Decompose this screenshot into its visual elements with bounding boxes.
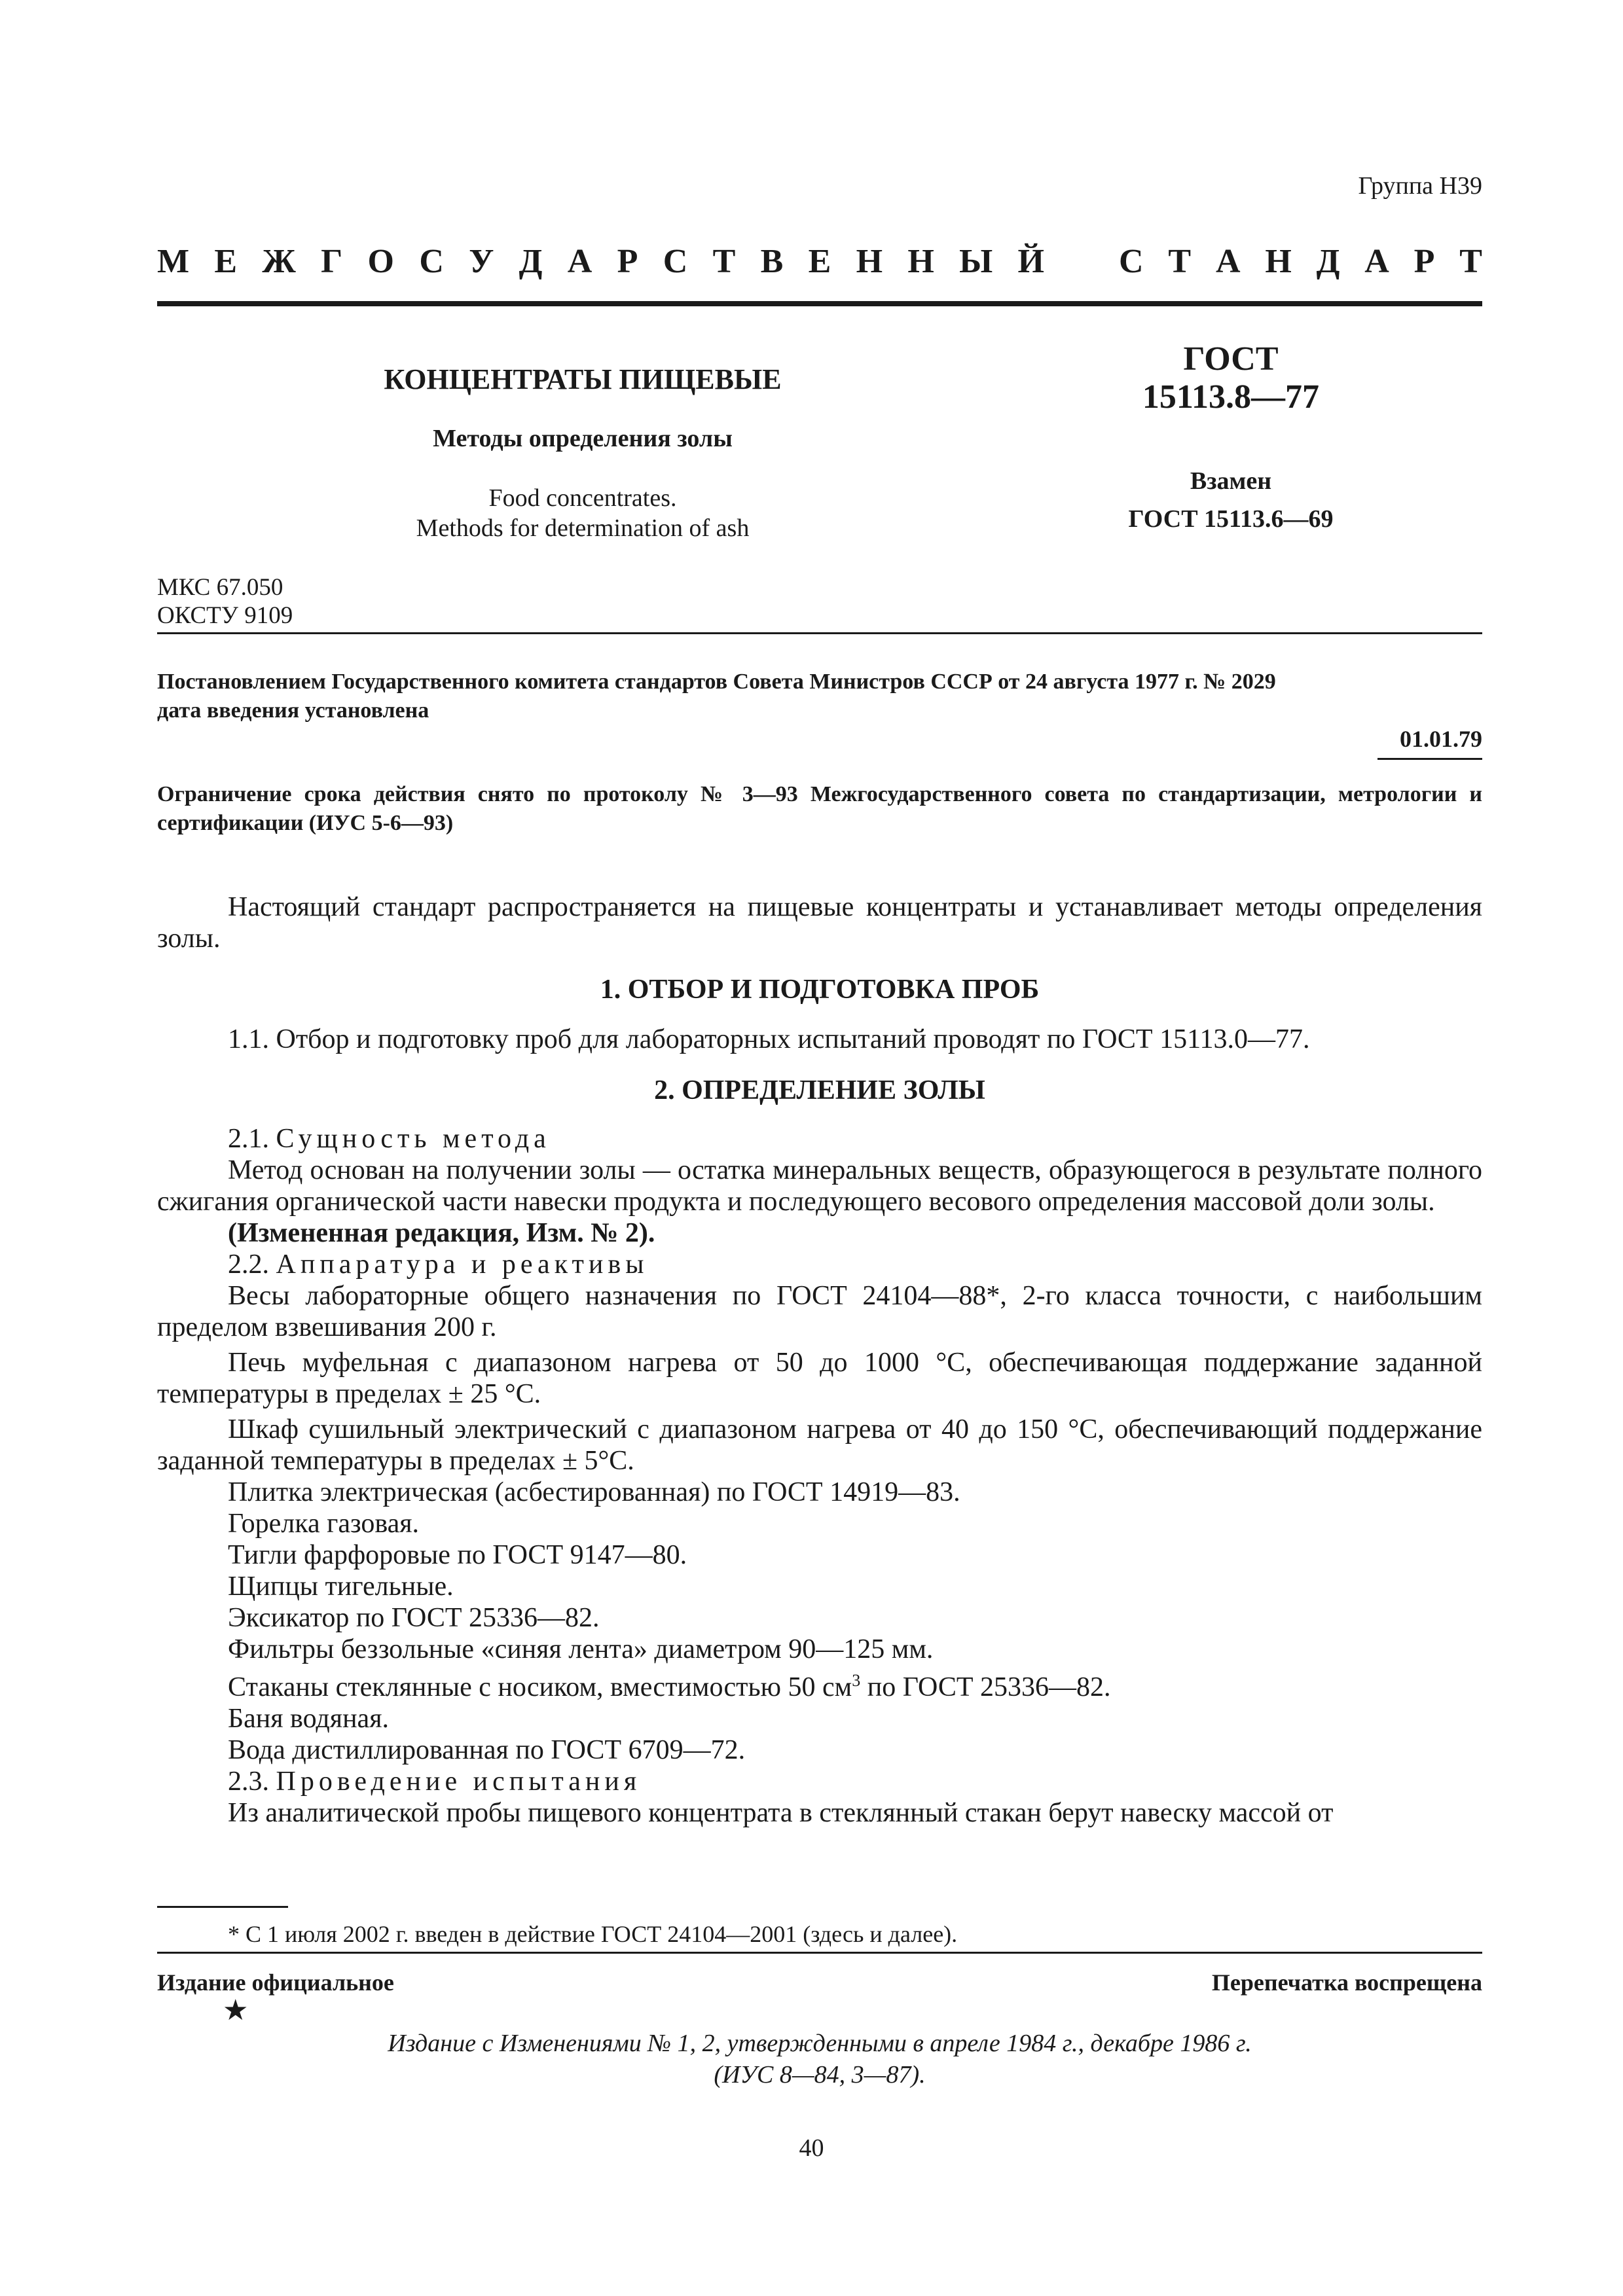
doc-subtitle: Методы определения золы [433, 425, 733, 452]
mks-code: МКС 67.050 [157, 574, 283, 601]
replaces-block [1074, 462, 1388, 538]
classification-codes [157, 573, 293, 630]
clause-2-1-text: Метод основан на получении золы — остатка минеральных веществ, образующегося в результате полного сжигания органической части навески продукта и последующего весового определения массовой доли золы. [157, 1155, 1482, 1217]
edition-note [157, 2028, 1482, 2090]
banner-letter: У [469, 243, 494, 280]
footer-rule [157, 1952, 1482, 1954]
banner-letter: С [1119, 243, 1144, 280]
banner-letter: Н [856, 243, 883, 280]
banner-letter: Е [214, 243, 238, 280]
official-edition-label: Издание официальное [157, 1969, 394, 1996]
equipment-item: Баня водяная. [228, 1704, 390, 1734]
equipment-item: Шкаф сушильный электрический с диапазоном нагрева от 40 до 150 °С, обеспечивающий поддержание заданной температуры в пределах ± 5°С. [157, 1414, 1482, 1476]
banner-letter: А [1364, 243, 1389, 280]
header-rule [157, 301, 1482, 306]
banner-word-standard [1119, 242, 1482, 281]
banner-letter: Т [712, 243, 736, 280]
banner-letter: С [419, 243, 444, 280]
clause-2-2-number: 2.2. [228, 1249, 269, 1280]
banner-letter: Д [519, 243, 543, 280]
gost-label: ГОСТ [1183, 340, 1279, 378]
replaces-label: Взамен [1190, 467, 1272, 495]
banner-letter: Д [1316, 243, 1340, 280]
english-title-line-1: Food concentrates. [488, 484, 677, 512]
limit-note: Ограничение срока действия снято по протоколу № 3—93 Межгосударственного совета по стандартизации, метрологии и сертификации (ИУС 5-6—93) [157, 782, 1482, 835]
standard-banner [157, 242, 1482, 281]
equipment-item-glass: Стаканы стеклянные с носиком, вместимостью 50 $см^3$ по ГОСТ 25336—82. [228, 1671, 1111, 1702]
footnote: * С 1 июля 2002 г. введен в действие ГОСТ 24104—2001 (здесь и далее). [228, 1921, 958, 1947]
clause-2-1-title: Сущность метода [276, 1124, 551, 1154]
clause-2-3-text: Из аналитической пробы пищевого концентрата в стеклянный стакан берут навеску массой от [228, 1798, 1334, 1828]
reprint-prohibited-label: Перепечатка воспрещена [1211, 1969, 1482, 1996]
clause-2-3-number: 2.3. [228, 1767, 269, 1797]
banner-letter: О [367, 243, 394, 280]
banner-letter: А [1215, 243, 1241, 280]
banner-letter: С [663, 243, 688, 280]
banner-letter: М [157, 243, 190, 280]
replaces-number: ГОСТ 15113.6—69 [1128, 505, 1334, 533]
equipment-item: Весы лабораторные общего назначения по ГОСТ 24104—88*, 2-го класса точности, с наибольшим пределом взвешивания 200 г. [157, 1281, 1482, 1342]
section-1-heading: 1. ОТБОР И ПОДГОТОВКА ПРОБ [600, 975, 1040, 1005]
banner-letter: Т [1459, 243, 1482, 280]
banner-letter: Н [907, 243, 934, 280]
banner-word-interstate [157, 242, 1044, 281]
equipment-item: Печь муфельная с диапазоном нагрева от 50 до 1000 °С, обеспечивающая поддержание заданной температуры в пределах ± 25 °С. [157, 1348, 1482, 1409]
edition-note-line-1: Издание с Изменениями № 1, 2, утвержденными в апреле 1984 г., декабре 1986 г. [388, 2030, 1252, 2057]
banner-letter: Т [1168, 243, 1192, 280]
edition-note-line-2: (ИУС 8—84, 3—87). [714, 2061, 926, 2089]
banner-letter: Е [808, 243, 831, 280]
page-number: 40 [799, 2134, 824, 2162]
equipment-item: Фильтры беззольные «синяя лента» диаметром 90—125 мм. [228, 1634, 934, 1664]
clause-2-3-heading [157, 1766, 1482, 1797]
banner-letter: Ы [959, 243, 993, 280]
decree-line-2: дата введения установлена [157, 698, 429, 723]
clause-2-2-title: Аппаратура и реактивы [276, 1249, 649, 1280]
banner-letter: В [760, 243, 784, 280]
equipment-item: Тигли фарфоровые по ГОСТ 9147—80. [228, 1540, 687, 1570]
title-rule [157, 632, 1482, 634]
equipment-item: Вода дистиллированная по ГОСТ 6709—72. [228, 1735, 746, 1765]
banner-letter: А [567, 243, 593, 280]
date-underline [1377, 758, 1482, 760]
banner-letter: Й [1017, 243, 1044, 280]
group-code: Группа Н39 [1358, 172, 1482, 200]
equipment-item: Плитка электрическая (асбестированная) по ГОСТ 14919—83. [228, 1477, 960, 1507]
banner-letter: Н [1265, 243, 1292, 280]
clause-1-1: 1.1. Отбор и подготовку проб для лабораторных испытаний проводят по ГОСТ 15113.0—77. [228, 1024, 1310, 1054]
equipment-item: Горелка газовая. [228, 1509, 420, 1539]
clause-2-1-change-note: (Измененная редакция, Изм. № 2). [228, 1218, 655, 1248]
introduction-date: 01.01.79 [1400, 726, 1482, 752]
main-body [157, 891, 1482, 1829]
banner-letter: Р [617, 243, 638, 280]
banner-letter: Г [321, 243, 343, 280]
doc-title-english [367, 483, 799, 543]
equipment-item: Щипцы тигельные. [228, 1571, 454, 1602]
clause-2-3-title: Проведение испытания [276, 1767, 642, 1797]
equipment-item: Эксикатор по ГОСТ 25336—82. [228, 1603, 600, 1633]
clause-2-1-number: 2.1. [228, 1124, 269, 1154]
english-title-line-2: Methods for determination of ash [416, 514, 750, 542]
okstu-code: ОКСТУ 9109 [157, 602, 293, 629]
gost-number: 15113.8—77 [1142, 378, 1320, 416]
banner-letter: Ж [262, 243, 296, 280]
clause-2-1-heading [157, 1123, 1482, 1155]
doc-title: КОНЦЕНТРАТЫ ПИЩЕВЫЕ [384, 363, 782, 395]
star-icon: ★ [223, 1994, 249, 2026]
footnote-rule [157, 1906, 288, 1908]
decree-line-1: Постановлением Государственного комитета стандартов Совета Министров СССР от 24 августа 1977 г. № 2029 [157, 670, 1276, 694]
section-2-heading: 2. ОПРЕДЕЛЕНИЕ ЗОЛЫ [654, 1075, 985, 1105]
clause-2-2-heading [157, 1249, 1482, 1280]
decree-block [157, 668, 1482, 725]
gost-id [1074, 340, 1388, 416]
banner-letter: Р [1413, 243, 1435, 280]
intro-paragraph: Настоящий стандарт распространяется на пищевые концентраты и устанавливает методы определения золы. [157, 892, 1482, 954]
